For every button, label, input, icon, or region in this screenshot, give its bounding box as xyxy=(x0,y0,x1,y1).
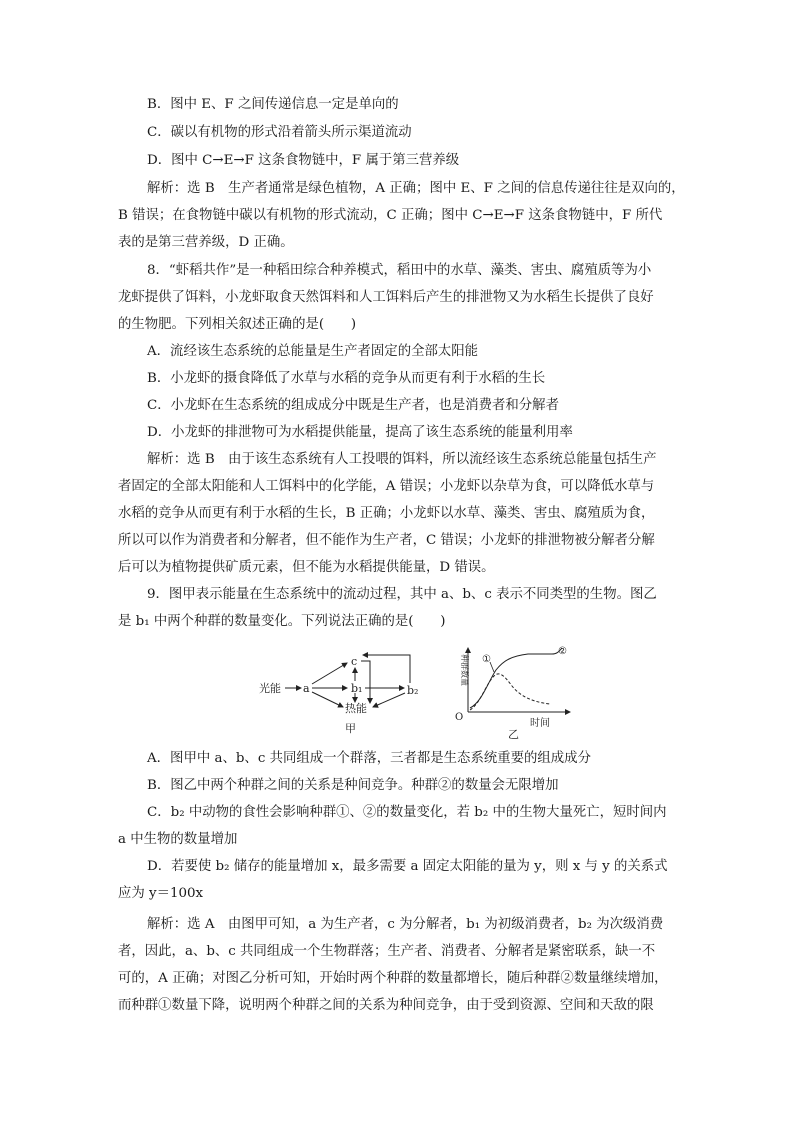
option-b-q7: B．图中 E、F 之间传递信息一定是单向的 xyxy=(147,97,399,112)
analysis-q8-line4: 所以可以作为消费者和分解者，但不能作为生产者，C 错误；小龙虾的排泄物被分解者分解 xyxy=(118,533,655,548)
yi-caption: 乙 xyxy=(508,728,519,740)
option-c-q8: C．小龙虾在生态系统的组成成分中既是生产者，也是消费者和分解者 xyxy=(147,398,559,413)
option-c-q7: C．碳以有机物的形式沿着箭头所示渠道流动 xyxy=(147,125,412,140)
yi-curve-1 xyxy=(470,674,550,710)
option-b-q9: B．图乙中两个种群之间的关系是种间竞争。种群②的数量会无限增加 xyxy=(147,778,559,793)
analysis-q8-line5: 后可以为植物提供矿质元素，但不能为水稻提供能量，D 错误。 xyxy=(118,560,495,575)
option-c-q9-line1: C．b₂ 中动物的食性会影响种群①、②的数量变化，若 b₂ 中的生物大量死亡，短时间内 xyxy=(147,805,667,820)
jia-node-a: a xyxy=(303,682,310,695)
analysis-q8-line1: 解析：选 B 由于该生态系统有人工投喂的饵料，所以流经该生态系统总能量包括生产 xyxy=(147,452,657,467)
jia-node-c: c xyxy=(351,655,358,668)
analysis-q8-line3: 水稻的竞争从而更有利于水稻的生长，B 正确；小龙虾以水草、藻类、害虫、腐殖质为食， xyxy=(118,506,655,521)
jia-arrow-a-c xyxy=(312,663,347,684)
option-a-q8: A．流经该生态系统的总能量是生产者固定的全部太阳能 xyxy=(147,344,479,359)
analysis-q9-line2: 者，因此，a、b、c 共同组成一个生物群落；生产者、消费者、分解者是紧密联系，缺一不 xyxy=(118,944,656,959)
figure-yi xyxy=(448,642,578,740)
question-9-line2: 是 b₁ 中两个种群的数量变化。下列说法正确的是( ) xyxy=(118,614,446,629)
figure-jia xyxy=(255,645,435,735)
jia-arrow-a-heat xyxy=(312,692,343,707)
option-d-q7: D．图中 C→E→F 这条食物链中，F 属于第三营养级 xyxy=(147,153,460,168)
option-d-q9-line2: 应为 y＝100x xyxy=(118,886,204,901)
question-9-line1: 9．图甲表示能量在生态系统中的流动过程，其中 a、b、c 表示不同类型的生物。图乙 xyxy=(147,587,657,602)
analysis-q7-line2: B 错误；在食物链中碳以有机物的形式流动，C 正确；图中 C→E→F 这条食物链中，F 所代 xyxy=(118,208,663,223)
yi-x-label: 时间 xyxy=(530,718,550,729)
question-8-line2: 龙虾提供了饵料，小龙虾取食天然饵料和人工饵料后产生的排泄物又为水稻生长提供了良好 xyxy=(118,290,654,305)
yi-y-label: 种群数量 xyxy=(460,654,469,686)
option-b-q8: B．小龙虾的摄食降低了水草与水稻的竞争从而更有利于水稻的生长 xyxy=(147,371,546,386)
jia-caption: 甲 xyxy=(345,722,356,735)
yi-curve-1-label: ① xyxy=(482,654,491,665)
analysis-q9-line1: 解析：选 A 由图甲可知，a 为生产者，c 为分解者，b₁ 为初级消费者，b₂ 为次级消费 xyxy=(147,917,664,932)
jia-node-b1: b₁ xyxy=(351,682,363,695)
jia-light-energy-label: 光能 xyxy=(259,682,281,695)
option-d-q9-line1: D．若要使 b₂ 储存的能量增加 x，最多需要 a 固定太阳能的量为 y，则 x 与 y 的关系式 xyxy=(147,859,668,874)
analysis-q8-line2: 者固定的全部太阳能和人工饵料中的化学能，A 错误；小龙虾以杂草为食，可以降低水草与 xyxy=(118,479,655,494)
analysis-q9-line4: 而种群①数量下降，说明两个种群之间的关系为种间竞争，由于受到资源、空间和天敌的限 xyxy=(118,998,654,1013)
analysis-q7-line3: 表的是第三营养级，D 正确。 xyxy=(118,235,294,250)
analysis-q9-line3: 可的，A 正确；对图乙分析可知，开始时两个种群的数量都增长，随后种群②数量继续增加， xyxy=(118,971,668,986)
option-a-q9: A．图甲中 a、b、c 共同组成一个群落，三者都是生态系统重要的组成成分 xyxy=(147,751,591,766)
question-8-line3: 的生物肥。下列相关叙述正确的是( ) xyxy=(118,317,357,332)
analysis-q7-line1: 解析：选 B 生产者通常是绿色植物，A 正确；图中 E、F 之间的信息传递往往是双向的， xyxy=(147,181,685,196)
option-c-q9-line2: a 中生物的数量增加 xyxy=(118,832,238,847)
jia-node-b2: b₂ xyxy=(407,684,419,697)
option-d-q8: D．小龙虾的排泄物可为水稻提供能量，提高了该生态系统的能量利用率 xyxy=(147,425,573,440)
yi-origin: O xyxy=(455,712,464,723)
question-8-line1: 8．“虾稻共作”是一种稻田综合种养模式，稻田中的水草、藻类、害虫、腐殖质等为小 xyxy=(147,263,652,278)
jia-arrow-b2-heat xyxy=(373,693,405,707)
yi-curve-2-label: ② xyxy=(558,646,567,657)
jia-node-heat: 热能 xyxy=(345,702,367,715)
